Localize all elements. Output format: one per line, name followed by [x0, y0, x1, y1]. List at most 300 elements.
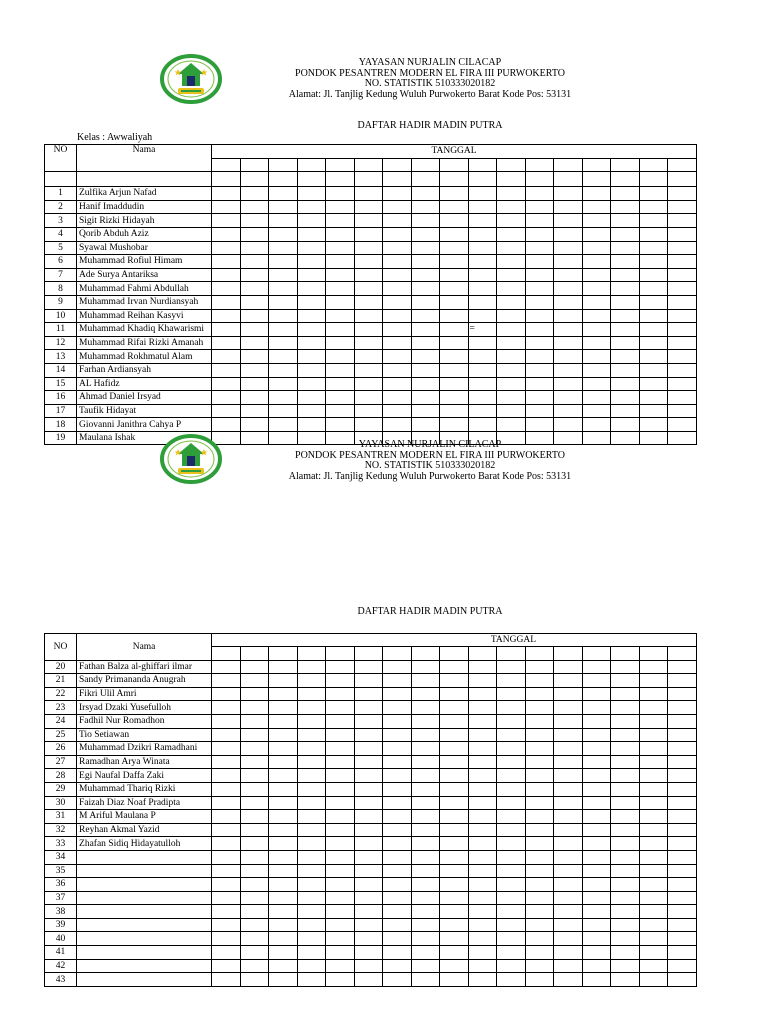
attendance-cell[interactable] — [411, 336, 440, 350]
attendance-cell[interactable] — [639, 295, 668, 309]
attendance-cell[interactable] — [582, 959, 611, 973]
date-header-cell[interactable] — [611, 158, 640, 172]
attendance-cell[interactable] — [440, 878, 469, 892]
attendance-cell[interactable] — [525, 227, 554, 241]
attendance-cell[interactable] — [326, 782, 355, 796]
attendance-cell[interactable] — [668, 404, 697, 418]
attendance-cell[interactable] — [611, 323, 640, 337]
attendance-cell[interactable] — [240, 701, 269, 715]
attendance-cell[interactable] — [297, 755, 326, 769]
attendance-cell[interactable] — [212, 336, 241, 350]
attendance-cell[interactable] — [354, 377, 383, 391]
attendance-cell[interactable] — [411, 227, 440, 241]
attendance-cell[interactable] — [611, 363, 640, 377]
attendance-cell[interactable] — [326, 959, 355, 973]
attendance-cell[interactable] — [525, 363, 554, 377]
attendance-cell[interactable] — [297, 336, 326, 350]
date-header-cell[interactable] — [383, 647, 412, 661]
attendance-cell[interactable] — [468, 878, 497, 892]
attendance-cell[interactable] — [212, 227, 241, 241]
attendance-cell[interactable] — [383, 714, 412, 728]
attendance-cell[interactable] — [611, 309, 640, 323]
attendance-cell[interactable] — [383, 363, 412, 377]
attendance-cell[interactable] — [582, 932, 611, 946]
attendance-cell[interactable] — [468, 755, 497, 769]
date-header-cell[interactable] — [668, 647, 697, 661]
attendance-cell[interactable] — [468, 796, 497, 810]
date-header-cell[interactable] — [354, 647, 383, 661]
attendance-cell[interactable] — [468, 687, 497, 701]
attendance-cell[interactable] — [269, 418, 298, 432]
attendance-cell[interactable] — [240, 837, 269, 851]
attendance-cell[interactable] — [411, 973, 440, 987]
attendance-cell[interactable] — [554, 336, 583, 350]
attendance-cell[interactable] — [383, 377, 412, 391]
attendance-cell[interactable] — [212, 214, 241, 228]
attendance-cell[interactable] — [525, 200, 554, 214]
attendance-cell[interactable] — [440, 268, 469, 282]
attendance-cell[interactable] — [411, 418, 440, 432]
attendance-cell[interactable] — [212, 728, 241, 742]
attendance-cell[interactable] — [354, 282, 383, 296]
attendance-cell[interactable] — [297, 891, 326, 905]
attendance-cell[interactable] — [411, 687, 440, 701]
attendance-cell[interactable] — [582, 864, 611, 878]
attendance-cell[interactable] — [411, 728, 440, 742]
attendance-cell[interactable] — [354, 742, 383, 756]
attendance-cell[interactable] — [668, 769, 697, 783]
attendance-cell[interactable] — [297, 200, 326, 214]
attendance-cell[interactable] — [611, 391, 640, 405]
attendance-cell[interactable] — [468, 837, 497, 851]
attendance-cell[interactable] — [269, 323, 298, 337]
attendance-cell[interactable] — [497, 282, 526, 296]
date-header-cell[interactable] — [582, 158, 611, 172]
attendance-cell[interactable] — [668, 418, 697, 432]
attendance-cell[interactable] — [611, 255, 640, 269]
attendance-cell[interactable] — [212, 973, 241, 987]
attendance-cell[interactable] — [212, 363, 241, 377]
attendance-cell[interactable] — [440, 363, 469, 377]
attendance-cell[interactable] — [639, 687, 668, 701]
date-header-cell[interactable] — [611, 647, 640, 661]
attendance-cell[interactable] — [383, 295, 412, 309]
attendance-cell[interactable] — [611, 973, 640, 987]
attendance-cell[interactable] — [297, 959, 326, 973]
attendance-cell[interactable] — [269, 363, 298, 377]
date-header-cell[interactable] — [297, 158, 326, 172]
attendance-cell[interactable] — [582, 810, 611, 824]
attendance-cell[interactable] — [525, 418, 554, 432]
attendance-cell[interactable] — [440, 701, 469, 715]
attendance-cell[interactable] — [440, 674, 469, 688]
attendance-cell[interactable] — [240, 823, 269, 837]
attendance-cell[interactable] — [354, 918, 383, 932]
attendance-cell[interactable] — [383, 755, 412, 769]
attendance-cell[interactable] — [611, 701, 640, 715]
attendance-cell[interactable] — [468, 959, 497, 973]
attendance-cell[interactable] — [326, 200, 355, 214]
attendance-cell[interactable] — [554, 363, 583, 377]
attendance-cell[interactable] — [354, 255, 383, 269]
attendance-cell[interactable] — [639, 769, 668, 783]
attendance-cell[interactable] — [668, 350, 697, 364]
attendance-cell[interactable] — [240, 660, 269, 674]
attendance-cell[interactable] — [354, 864, 383, 878]
attendance-cell[interactable] — [326, 742, 355, 756]
attendance-cell[interactable] — [411, 187, 440, 201]
attendance-cell[interactable] — [468, 823, 497, 837]
date-header-cell[interactable] — [639, 158, 668, 172]
attendance-cell[interactable] — [468, 255, 497, 269]
attendance-cell[interactable] — [497, 200, 526, 214]
attendance-cell[interactable] — [497, 268, 526, 282]
attendance-cell[interactable] — [525, 891, 554, 905]
attendance-cell[interactable] — [269, 227, 298, 241]
attendance-cell[interactable] — [411, 878, 440, 892]
attendance-cell[interactable] — [411, 714, 440, 728]
attendance-cell[interactable] — [269, 377, 298, 391]
attendance-cell[interactable] — [240, 187, 269, 201]
attendance-cell[interactable] — [668, 187, 697, 201]
attendance-cell[interactable] — [468, 714, 497, 728]
attendance-cell[interactable] — [212, 377, 241, 391]
date-header-cell[interactable] — [440, 158, 469, 172]
attendance-cell[interactable] — [440, 810, 469, 824]
attendance-cell[interactable] — [240, 918, 269, 932]
attendance-cell[interactable] — [639, 336, 668, 350]
attendance-cell[interactable] — [240, 255, 269, 269]
attendance-cell[interactable] — [383, 660, 412, 674]
attendance-cell[interactable] — [383, 200, 412, 214]
attendance-cell[interactable] — [326, 391, 355, 405]
attendance-cell[interactable] — [240, 363, 269, 377]
attendance-cell[interactable] — [639, 810, 668, 824]
attendance-cell[interactable] — [383, 837, 412, 851]
attendance-cell[interactable] — [240, 932, 269, 946]
attendance-cell[interactable] — [240, 391, 269, 405]
attendance-cell[interactable] — [212, 660, 241, 674]
attendance-cell[interactable] — [639, 309, 668, 323]
attendance-cell[interactable] — [411, 323, 440, 337]
attendance-cell[interactable] — [326, 728, 355, 742]
attendance-cell[interactable] — [440, 918, 469, 932]
attendance-cell[interactable] — [497, 742, 526, 756]
attendance-cell[interactable] — [554, 796, 583, 810]
attendance-cell[interactable] — [411, 674, 440, 688]
attendance-cell[interactable] — [611, 418, 640, 432]
attendance-cell[interactable] — [411, 810, 440, 824]
attendance-cell[interactable] — [611, 796, 640, 810]
attendance-cell[interactable] — [269, 714, 298, 728]
attendance-cell[interactable] — [354, 891, 383, 905]
attendance-cell[interactable] — [411, 891, 440, 905]
attendance-cell[interactable] — [269, 755, 298, 769]
attendance-cell[interactable] — [468, 946, 497, 960]
attendance-cell[interactable] — [668, 850, 697, 864]
attendance-cell[interactable] — [240, 227, 269, 241]
attendance-cell[interactable] — [639, 742, 668, 756]
attendance-cell[interactable] — [269, 309, 298, 323]
attendance-cell[interactable] — [354, 782, 383, 796]
attendance-cell[interactable] — [582, 823, 611, 837]
attendance-cell[interactable] — [611, 823, 640, 837]
attendance-cell[interactable] — [468, 674, 497, 688]
attendance-cell[interactable] — [554, 282, 583, 296]
attendance-cell[interactable] — [383, 891, 412, 905]
attendance-cell[interactable] — [525, 255, 554, 269]
attendance-cell[interactable] — [326, 227, 355, 241]
attendance-cell[interactable] — [611, 905, 640, 919]
date-header-cell[interactable] — [411, 158, 440, 172]
attendance-cell[interactable] — [440, 891, 469, 905]
attendance-cell[interactable] — [297, 782, 326, 796]
date-header-cell[interactable] — [354, 158, 383, 172]
attendance-cell[interactable] — [240, 850, 269, 864]
attendance-cell[interactable] — [639, 755, 668, 769]
attendance-cell[interactable] — [212, 755, 241, 769]
attendance-cell[interactable] — [269, 660, 298, 674]
attendance-cell[interactable] — [212, 295, 241, 309]
attendance-cell[interactable] — [240, 241, 269, 255]
attendance-cell[interactable] — [525, 309, 554, 323]
attendance-cell[interactable] — [468, 810, 497, 824]
attendance-cell[interactable] — [297, 282, 326, 296]
attendance-cell[interactable] — [554, 227, 583, 241]
attendance-cell[interactable] — [668, 810, 697, 824]
attendance-cell[interactable] — [354, 769, 383, 783]
attendance-cell[interactable] — [668, 241, 697, 255]
attendance-cell[interactable] — [525, 864, 554, 878]
date-header-cell[interactable] — [240, 158, 269, 172]
attendance-cell[interactable] — [497, 946, 526, 960]
attendance-cell[interactable] — [497, 309, 526, 323]
attendance-cell[interactable] — [212, 918, 241, 932]
attendance-cell[interactable] — [525, 973, 554, 987]
date-header-cell[interactable] — [582, 647, 611, 661]
attendance-cell[interactable] — [383, 391, 412, 405]
attendance-cell[interactable] — [240, 728, 269, 742]
attendance-cell[interactable] — [269, 742, 298, 756]
attendance-cell[interactable] — [383, 701, 412, 715]
attendance-cell[interactable] — [240, 810, 269, 824]
attendance-cell[interactable] — [468, 200, 497, 214]
attendance-cell[interactable] — [611, 214, 640, 228]
attendance-cell[interactable] — [240, 959, 269, 973]
attendance-cell[interactable] — [668, 946, 697, 960]
attendance-cell[interactable] — [668, 660, 697, 674]
attendance-cell[interactable] — [269, 674, 298, 688]
attendance-cell[interactable] — [582, 660, 611, 674]
attendance-cell[interactable] — [326, 377, 355, 391]
attendance-cell[interactable] — [611, 187, 640, 201]
attendance-cell[interactable] — [497, 837, 526, 851]
attendance-cell[interactable] — [411, 701, 440, 715]
date-header-cell[interactable] — [240, 647, 269, 661]
attendance-cell[interactable] — [639, 701, 668, 715]
attendance-cell[interactable] — [212, 241, 241, 255]
date-header-cell[interactable] — [326, 647, 355, 661]
attendance-cell[interactable] — [297, 796, 326, 810]
attendance-cell[interactable] — [611, 850, 640, 864]
attendance-cell[interactable] — [411, 946, 440, 960]
attendance-cell[interactable] — [326, 973, 355, 987]
attendance-cell[interactable] — [611, 769, 640, 783]
attendance-cell[interactable] — [554, 878, 583, 892]
attendance-cell[interactable] — [497, 714, 526, 728]
attendance-cell[interactable] — [639, 404, 668, 418]
attendance-cell[interactable] — [212, 810, 241, 824]
attendance-cell[interactable] — [582, 701, 611, 715]
attendance-cell[interactable] — [554, 323, 583, 337]
attendance-cell[interactable] — [297, 227, 326, 241]
attendance-cell[interactable] — [525, 878, 554, 892]
attendance-cell[interactable] — [639, 891, 668, 905]
attendance-cell[interactable] — [639, 363, 668, 377]
attendance-cell[interactable] — [525, 323, 554, 337]
attendance-cell[interactable] — [554, 769, 583, 783]
attendance-cell[interactable] — [668, 755, 697, 769]
attendance-cell[interactable] — [468, 309, 497, 323]
attendance-cell[interactable] — [354, 755, 383, 769]
attendance-cell[interactable] — [297, 350, 326, 364]
attendance-cell[interactable] — [497, 336, 526, 350]
attendance-cell[interactable] — [582, 309, 611, 323]
attendance-cell[interactable] — [582, 363, 611, 377]
attendance-cell[interactable] — [240, 796, 269, 810]
attendance-cell[interactable] — [582, 850, 611, 864]
attendance-cell[interactable] — [554, 823, 583, 837]
attendance-cell[interactable] — [269, 769, 298, 783]
attendance-cell[interactable] — [468, 918, 497, 932]
attendance-cell[interactable] — [554, 946, 583, 960]
attendance-cell[interactable] — [582, 377, 611, 391]
attendance-cell[interactable] — [440, 864, 469, 878]
attendance-cell[interactable] — [326, 701, 355, 715]
attendance-cell[interactable] — [668, 891, 697, 905]
attendance-cell[interactable] — [212, 687, 241, 701]
attendance-cell[interactable] — [326, 755, 355, 769]
attendance-cell[interactable] — [411, 660, 440, 674]
attendance-cell[interactable] — [440, 418, 469, 432]
attendance-cell[interactable] — [611, 891, 640, 905]
attendance-cell[interactable] — [269, 701, 298, 715]
attendance-cell[interactable] — [411, 864, 440, 878]
attendance-cell[interactable] — [326, 769, 355, 783]
attendance-cell[interactable] — [440, 782, 469, 796]
attendance-cell[interactable] — [212, 782, 241, 796]
attendance-cell[interactable] — [240, 309, 269, 323]
attendance-cell[interactable] — [468, 336, 497, 350]
date-header-cell[interactable] — [269, 647, 298, 661]
attendance-cell[interactable] — [297, 701, 326, 715]
attendance-cell[interactable] — [269, 782, 298, 796]
attendance-cell[interactable] — [554, 309, 583, 323]
attendance-cell[interactable] — [668, 227, 697, 241]
attendance-cell[interactable] — [639, 728, 668, 742]
attendance-cell[interactable] — [582, 295, 611, 309]
attendance-cell[interactable] — [411, 241, 440, 255]
attendance-cell[interactable] — [639, 323, 668, 337]
attendance-cell[interactable] — [354, 323, 383, 337]
attendance-cell[interactable] — [212, 309, 241, 323]
attendance-cell[interactable] — [611, 918, 640, 932]
attendance-cell[interactable] — [440, 227, 469, 241]
attendance-cell[interactable] — [668, 309, 697, 323]
attendance-cell[interactable] — [639, 200, 668, 214]
attendance-cell[interactable] — [297, 363, 326, 377]
attendance-cell[interactable] — [668, 363, 697, 377]
attendance-cell[interactable] — [212, 268, 241, 282]
attendance-cell[interactable] — [611, 336, 640, 350]
attendance-cell[interactable] — [326, 918, 355, 932]
attendance-cell[interactable] — [582, 742, 611, 756]
attendance-cell[interactable] — [326, 837, 355, 851]
attendance-cell[interactable] — [582, 268, 611, 282]
attendance-cell[interactable] — [411, 782, 440, 796]
attendance-cell[interactable] — [354, 823, 383, 837]
attendance-cell[interactable] — [582, 391, 611, 405]
attendance-cell[interactable] — [554, 674, 583, 688]
attendance-cell[interactable] — [326, 905, 355, 919]
attendance-cell[interactable] — [297, 878, 326, 892]
attendance-cell[interactable] — [468, 214, 497, 228]
attendance-cell[interactable] — [212, 891, 241, 905]
attendance-cell[interactable] — [525, 214, 554, 228]
attendance-cell[interactable] — [240, 878, 269, 892]
attendance-cell[interactable] — [582, 973, 611, 987]
attendance-cell[interactable] — [611, 674, 640, 688]
attendance-cell[interactable] — [326, 418, 355, 432]
attendance-cell[interactable] — [240, 377, 269, 391]
attendance-cell[interactable] — [525, 850, 554, 864]
attendance-cell[interactable] — [326, 932, 355, 946]
attendance-cell[interactable] — [468, 660, 497, 674]
attendance-cell[interactable] — [297, 418, 326, 432]
attendance-cell[interactable] — [554, 755, 583, 769]
attendance-cell[interactable] — [354, 878, 383, 892]
date-header-cell[interactable] — [297, 647, 326, 661]
attendance-cell[interactable] — [383, 255, 412, 269]
attendance-cell[interactable] — [468, 363, 497, 377]
attendance-cell[interactable] — [240, 755, 269, 769]
attendance-cell[interactable] — [668, 214, 697, 228]
attendance-cell[interactable] — [411, 363, 440, 377]
attendance-cell[interactable] — [297, 323, 326, 337]
attendance-cell[interactable] — [554, 660, 583, 674]
attendance-cell[interactable] — [611, 932, 640, 946]
attendance-cell[interactable] — [326, 864, 355, 878]
date-header-cell[interactable] — [440, 647, 469, 661]
attendance-cell[interactable] — [269, 187, 298, 201]
attendance-cell[interactable] — [383, 674, 412, 688]
attendance-cell[interactable] — [326, 214, 355, 228]
attendance-cell[interactable] — [297, 674, 326, 688]
attendance-cell[interactable] — [668, 742, 697, 756]
attendance-cell[interactable] — [525, 241, 554, 255]
attendance-cell[interactable] — [383, 918, 412, 932]
attendance-cell[interactable] — [668, 323, 697, 337]
attendance-cell[interactable] — [269, 728, 298, 742]
attendance-cell[interactable] — [611, 227, 640, 241]
attendance-cell[interactable] — [411, 918, 440, 932]
attendance-cell[interactable] — [497, 404, 526, 418]
attendance-cell[interactable] — [611, 687, 640, 701]
attendance-cell[interactable] — [240, 905, 269, 919]
attendance-cell[interactable] — [297, 837, 326, 851]
attendance-cell[interactable] — [639, 660, 668, 674]
attendance-cell[interactable] — [411, 932, 440, 946]
